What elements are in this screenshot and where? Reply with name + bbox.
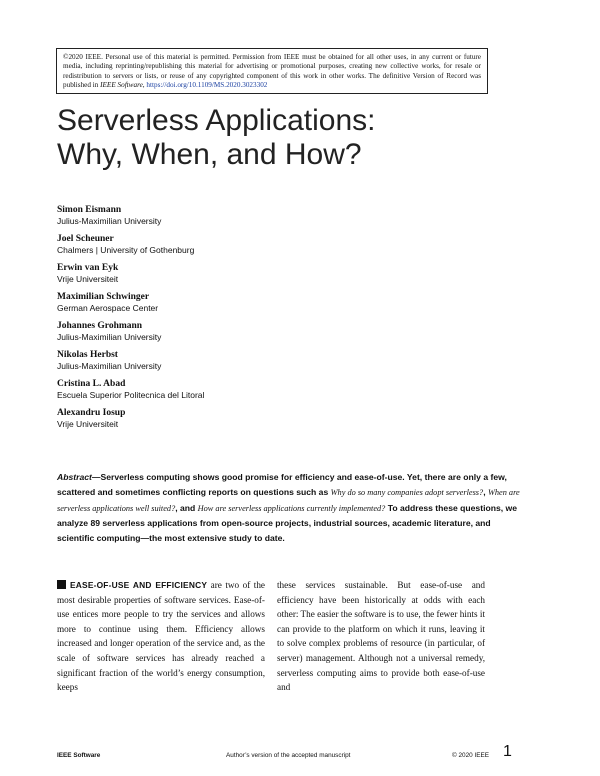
author-name: Alexandru Iosup: [57, 408, 126, 418]
page-number: 1: [503, 743, 512, 760]
paper-title: [57, 104, 517, 172]
body-column-right: [277, 578, 485, 695]
lead-caps: EASE-OF-USE AND EFFICIENCY: [70, 580, 208, 590]
title-line-1: Serverless Applications:: [57, 104, 376, 137]
author-block: [57, 320, 357, 343]
author-name: Nikolas Herbst: [57, 350, 118, 360]
author-name: Johannes Grohmann: [57, 321, 143, 331]
copyright-notice: ©2020 IEEE. Personal use of this material is permitted. Permission from IEEE must be obtained for all other uses, in any current or future media, including reprinting/republishing this material for advertising or promotional purposes, creating new collective works, for resale or redistribution to servers or lists, or reuse of any copyrighted component of this work in other works. The definitive Version of Record was published in IEEE Software, https://doi.org/10.1109/MS.2020.3023302: [56, 48, 488, 94]
author-block: [57, 204, 357, 227]
abstract-lead: Abstract: [57, 472, 92, 482]
author-name: Maximilian Schwinger: [57, 292, 150, 302]
abstract-question: Why do so many companies adopt serverless?: [330, 487, 484, 497]
abstract-separator: ,: [483, 486, 488, 497]
abstract: [57, 470, 521, 546]
author-block: [57, 407, 357, 430]
author-affiliation: Vrije Universiteit: [57, 419, 119, 429]
author-block: [57, 378, 357, 401]
doi-link[interactable]: https://doi.org/10.1109/MS.2020.3023302: [146, 81, 268, 90]
author-affiliation: Vrije Universiteit: [57, 274, 119, 284]
author-affiliation: Escuela Superior Politecnica del Litoral: [57, 390, 205, 400]
footer-copyright: © 2020 IEEE: [452, 752, 490, 759]
author-block: [57, 262, 357, 285]
title-line-2: Why, When, and How?: [57, 138, 362, 171]
abstract-text: To address these questions, we analyze 89 serverless applications from open-source projects, industrial sources, academic literature, and scientific computing—the most extensive study to date.: [57, 502, 517, 544]
author-affiliation: German Aerospace Center: [57, 303, 159, 313]
body-text: are two of the most desirable properties of software services. Ease-of-use entices more people to try the services and allows more to continue using them. Efficiency allows increased and longer operation of the service and, as the scale of software services has already reached a significant fraction of the world’s energy consumption, keeps: [57, 580, 265, 693]
author-name: Simon Eismann: [57, 205, 122, 215]
author-name: Cristina L. Abad: [57, 379, 126, 389]
body-text: these services sustainable. But ease-of-use and efficiency have been historically at odds with each other: The easier the software is to use, the fewer hints it can provide to the platform on which it runs, leaving it to solve complex problems of resource (in particular, of server) management. Although not a universal remedy, serverless computing aims to provide both ease-of-use and: [277, 580, 486, 693]
abstract-separator: , and: [175, 502, 198, 513]
author-affiliation: Julius-Maximilian University: [57, 361, 162, 371]
abstract-text: —Serverless computing shows good promise for efficiency and ease-of-use. Yet, there are only a few, scattered and sometimes conflicting reports on questions such as: [57, 472, 507, 497]
author-affiliation: Julius-Maximilian University: [57, 216, 162, 226]
abstract-question: When are serverless applications well suited?: [57, 487, 520, 513]
author-affiliation: Chalmers | University of Gothenburg: [57, 245, 195, 255]
author-block: [57, 349, 357, 372]
body-column-left: [57, 578, 265, 695]
author-name: Joel Scheuner: [57, 234, 114, 244]
footer-version: Author’s version of the accepted manuscript: [226, 752, 351, 759]
notice-text: ©2020 IEEE. Personal use of this material is permitted. Permission from IEEE must be obtained for all other uses, in any current or future media, including reprinting/republishing this material for advertising or promotional purposes, creating new collective works, for resale or redistribution to servers or lists, or reuse of any copyrighted component of this work in other works. The definitive Version of Record was published in: [63, 53, 481, 90]
author-affiliation: Julius-Maximilian University: [57, 332, 162, 342]
notice-journal: IEEE Software: [100, 81, 143, 90]
section-marker-icon: [57, 580, 66, 589]
author-name: Erwin van Eyk: [57, 263, 119, 273]
abstract-question: How are serverless applications currently implemented?: [197, 503, 386, 513]
author-block: [57, 291, 357, 314]
footer-journal: IEEE Software: [57, 752, 101, 759]
author-block: [57, 233, 357, 256]
